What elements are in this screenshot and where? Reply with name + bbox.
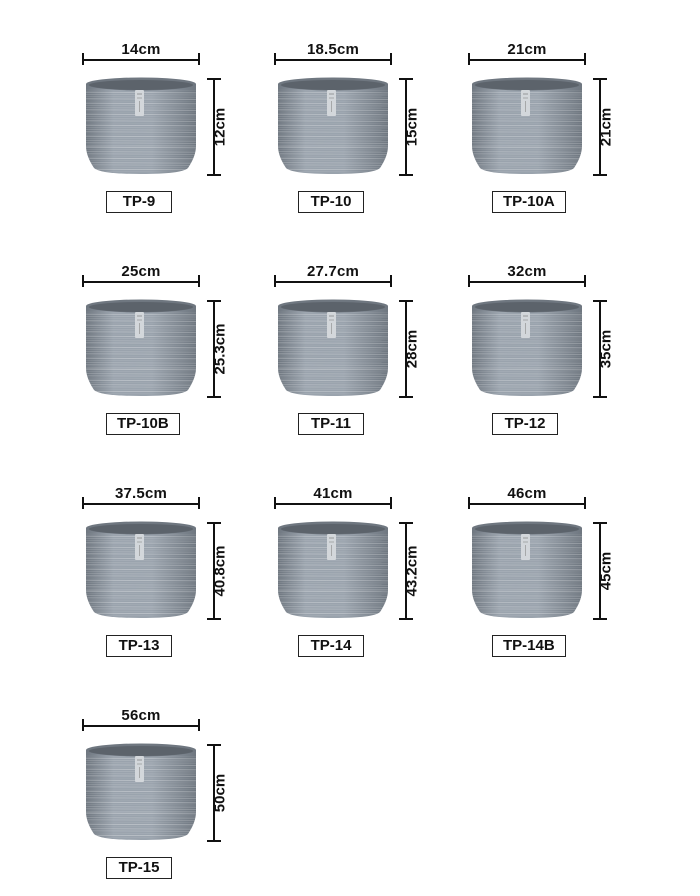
height-tick-top xyxy=(399,300,413,302)
height-tick-top xyxy=(207,78,221,80)
height-tick-top xyxy=(207,522,221,524)
height-tick-bottom xyxy=(207,840,221,842)
model-label: TP-15 xyxy=(106,857,172,879)
width-tick-left xyxy=(82,53,84,65)
product-card-tp-15 xyxy=(82,706,272,896)
product-card-tp-10a xyxy=(468,40,658,230)
width-line xyxy=(274,503,392,505)
width-tick-right xyxy=(390,275,392,287)
height-dimension xyxy=(398,522,421,620)
product-card-tp-14b xyxy=(468,484,658,674)
model-label: TP-11 xyxy=(298,413,364,435)
height-tick-top xyxy=(593,300,607,302)
model-label: TP-14 xyxy=(298,635,364,657)
width-line xyxy=(468,281,586,283)
height-tick-bottom xyxy=(207,396,221,398)
height-dimension xyxy=(206,300,229,398)
product-card-tp-10 xyxy=(274,40,464,230)
width-tick-right xyxy=(198,497,200,509)
height-dimension xyxy=(398,300,421,398)
height-label: 40.8cm xyxy=(211,545,229,597)
height-dimension xyxy=(206,78,229,176)
planter-pot-image xyxy=(470,520,584,620)
height-dimension xyxy=(592,78,615,176)
width-tick-left xyxy=(82,275,84,287)
width-tick-right xyxy=(390,497,392,509)
height-label: 50cm xyxy=(211,773,229,813)
width-tick-right xyxy=(390,53,392,65)
height-tick-top xyxy=(207,744,221,746)
width-line xyxy=(468,503,586,505)
height-tick-bottom xyxy=(593,174,607,176)
product-card-tp-13 xyxy=(82,484,272,674)
width-label: 41cm xyxy=(313,485,353,502)
height-label: 21cm xyxy=(597,107,615,147)
width-line xyxy=(82,725,200,727)
width-dimension xyxy=(468,484,586,514)
width-label: 27.7cm xyxy=(306,263,360,280)
height-label: 45cm xyxy=(597,551,615,591)
width-tick-right xyxy=(198,53,200,65)
planter-pot-image xyxy=(276,520,390,620)
planter-pot-image xyxy=(470,76,584,176)
width-label: 14cm xyxy=(121,41,161,58)
height-dimension xyxy=(398,78,421,176)
planter-pot-image xyxy=(84,298,198,398)
height-label: 35cm xyxy=(597,329,615,369)
planter-pot-image xyxy=(276,76,390,176)
planter-pot-image xyxy=(84,520,198,620)
height-label: 43.2cm xyxy=(403,545,421,597)
width-label: 32cm xyxy=(507,263,547,280)
width-dimension xyxy=(274,262,392,292)
height-tick-bottom xyxy=(399,396,413,398)
width-tick-left xyxy=(274,275,276,287)
width-label: 18.5cm xyxy=(306,41,360,58)
height-tick-bottom xyxy=(399,618,413,620)
model-label: TP-9 xyxy=(106,191,172,213)
width-dimension xyxy=(274,484,392,514)
model-label: TP-12 xyxy=(492,413,558,435)
width-label: 56cm xyxy=(121,707,161,724)
height-label: 12cm xyxy=(211,107,229,147)
width-line xyxy=(82,59,200,61)
height-label: 25.3cm xyxy=(211,323,229,375)
width-line xyxy=(274,59,392,61)
product-card-tp-14 xyxy=(274,484,464,674)
product-card-tp-10b xyxy=(82,262,272,452)
planter-pot-image xyxy=(276,298,390,398)
product-card-tp-9 xyxy=(82,40,272,230)
width-dimension xyxy=(468,262,586,292)
model-label: TP-10B xyxy=(106,413,180,435)
height-tick-top xyxy=(593,522,607,524)
width-tick-right xyxy=(198,719,200,731)
planter-pot-image xyxy=(470,298,584,398)
width-dimension xyxy=(82,706,200,736)
planter-pot-image xyxy=(84,76,198,176)
model-label: TP-13 xyxy=(106,635,172,657)
height-dimension xyxy=(206,522,229,620)
width-dimension xyxy=(274,40,392,70)
width-line xyxy=(82,281,200,283)
height-tick-bottom xyxy=(593,396,607,398)
width-line xyxy=(468,59,586,61)
width-tick-right xyxy=(584,275,586,287)
width-tick-left xyxy=(82,497,84,509)
width-dimension xyxy=(82,262,200,292)
height-tick-bottom xyxy=(593,618,607,620)
model-label: TP-10A xyxy=(492,191,566,213)
width-tick-left xyxy=(468,53,470,65)
height-tick-bottom xyxy=(207,174,221,176)
width-dimension xyxy=(82,40,200,70)
width-label: 25cm xyxy=(121,263,161,280)
height-label: 28cm xyxy=(403,329,421,369)
product-card-tp-11 xyxy=(274,262,464,452)
width-label: 21cm xyxy=(507,41,547,58)
height-label: 15cm xyxy=(403,107,421,147)
height-tick-top xyxy=(207,300,221,302)
width-label: 37.5cm xyxy=(114,485,168,502)
model-label: TP-10 xyxy=(298,191,364,213)
width-dimension xyxy=(468,40,586,70)
width-tick-left xyxy=(468,497,470,509)
height-dimension xyxy=(206,744,229,842)
width-line xyxy=(274,281,392,283)
height-tick-top xyxy=(399,78,413,80)
width-tick-right xyxy=(198,275,200,287)
width-tick-left xyxy=(468,275,470,287)
height-tick-bottom xyxy=(207,618,221,620)
height-tick-top xyxy=(593,78,607,80)
height-tick-bottom xyxy=(399,174,413,176)
width-tick-left xyxy=(82,719,84,731)
height-tick-top xyxy=(399,522,413,524)
width-dimension xyxy=(82,484,200,514)
planter-pot-image xyxy=(84,742,198,842)
width-tick-left xyxy=(274,53,276,65)
width-tick-left xyxy=(274,497,276,509)
width-tick-right xyxy=(584,497,586,509)
model-label: TP-14B xyxy=(492,635,566,657)
height-dimension xyxy=(592,300,615,398)
height-dimension xyxy=(592,522,615,620)
product-card-tp-12 xyxy=(468,262,658,452)
width-line xyxy=(82,503,200,505)
width-label: 46cm xyxy=(507,485,547,502)
width-tick-right xyxy=(584,53,586,65)
